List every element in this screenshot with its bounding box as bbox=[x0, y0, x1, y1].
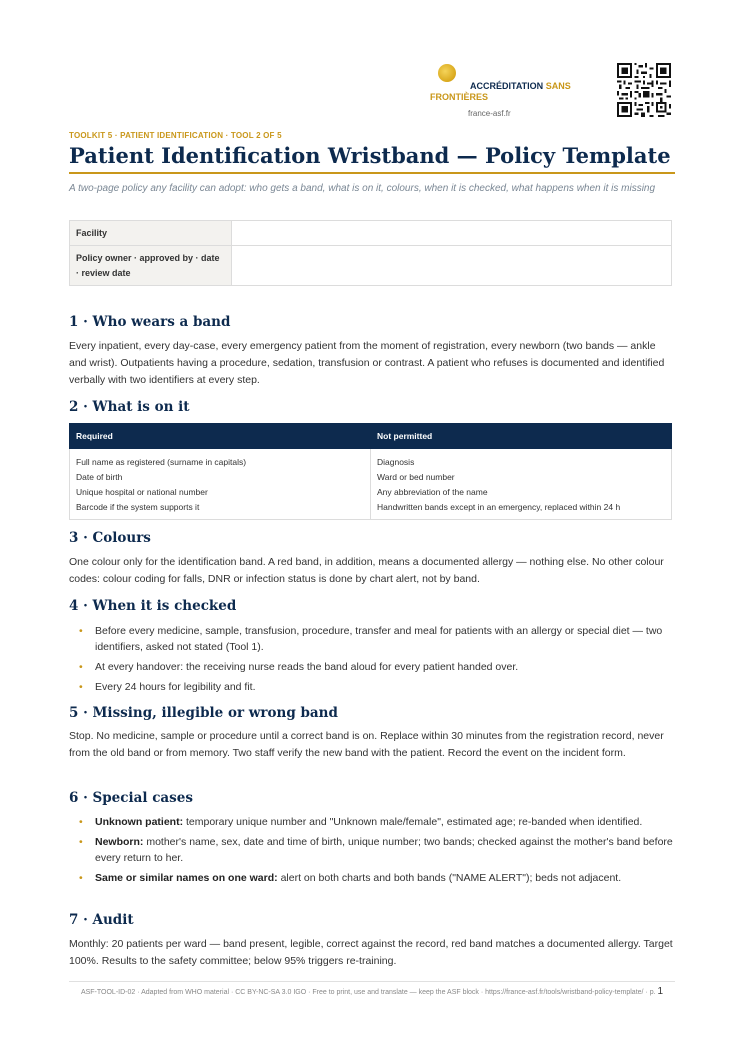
form-field-facility[interactable] bbox=[232, 221, 672, 246]
title-divider bbox=[69, 172, 675, 174]
list-item: • Newborn: mother's name, sex, date and time of birth, unique number; two bands; checked against the mother's band before every return to her. bbox=[69, 834, 675, 866]
section-heading-special-cases: 6 · Special cases bbox=[69, 790, 193, 806]
column-header-not-permitted: Not permitted bbox=[371, 424, 672, 449]
list-item: Barcode if the system supports it bbox=[76, 502, 200, 512]
section-heading-missing-band: 5 · Missing, illegible or wrong band bbox=[69, 705, 338, 721]
section-heading-who-wears: 1 · Who wears a band bbox=[69, 314, 231, 330]
required-list bbox=[70, 449, 371, 520]
section-heading-when-checked: 4 · When it is checked bbox=[69, 598, 237, 614]
form-label-facility: Facility bbox=[70, 221, 232, 246]
section-heading-what-is-on-it: 2 · What is on it bbox=[69, 399, 190, 415]
brand-logo-icon bbox=[438, 64, 456, 82]
page-footer bbox=[69, 985, 675, 1000]
list-item: Any abbreviation of the name bbox=[377, 487, 488, 497]
facility-form-table bbox=[69, 220, 672, 286]
section-heading-colours: 3 · Colours bbox=[69, 530, 151, 546]
toolkit-kicker: TOOLKIT 5 · PATIENT IDENTIFICATION · TOOL 2 OF 5 bbox=[69, 131, 282, 140]
when-checked-list bbox=[69, 623, 675, 699]
section-text-audit: Monthly: 20 patients per ward — band present, legible, correct against the record, red band matches a documented allergy. Target 100%. Results to the safety committee; below 95% triggers re-training. bbox=[69, 938, 673, 967]
column-header-required: Required bbox=[70, 424, 371, 449]
list-item: Unique hospital or national number bbox=[76, 487, 208, 497]
list-item: Diagnosis bbox=[377, 457, 415, 467]
list-item: • Every 24 hours for legibility and fit. bbox=[69, 679, 675, 695]
list-item: • Unknown patient: temporary unique number and "Unknown male/female", estimated age; re-banded when identified. bbox=[69, 814, 675, 830]
list-item: Ward or bed number bbox=[377, 472, 455, 482]
footer-text: ASF-TOOL-ID-02 · Adapted from WHO material · CC BY-NC-SA 3.0 IGO · Free to print, use and translate — keep the ASF block · https://france-asf.fr/tools/wristband-policy-template/ · p. bbox=[80, 989, 656, 996]
section-text-who-wears: Every inpatient, every day-case, every emergency patient from the moment of registration, every newborn (two bands — ankle and wrist). Outpatients having a procedure, sedation, transfusion or contrast. A patient who refuses is documented and identified verbally with two identifiers at every step. bbox=[69, 340, 665, 386]
band-content-header-row bbox=[70, 424, 672, 449]
list-item: Handwritten bands except in an emergency, replaced within 24 h bbox=[377, 502, 621, 512]
special-cases-list bbox=[69, 814, 675, 890]
section-heading-audit: 7 · Audit bbox=[69, 912, 134, 928]
brand-url[interactable]: france-asf.fr bbox=[468, 109, 511, 118]
section-text-colours: One colour only for the identification band. A red band, in addition, means a documented allergy — nothing else. No other colour codes: colour coding for falls, DNR or infection status is done by chart alert, not by band. bbox=[69, 556, 664, 585]
brand-name: ACCRÉDITATION SANS FRONTIÈRES bbox=[430, 81, 571, 102]
qr-code-icon bbox=[617, 63, 671, 117]
section-text-missing-band: Stop. No medicine, sample or procedure until a correct band is on. Replace within 30 minutes from the registration record, never from the old band or from memory. Two staff verify the new band with the patient. Record the event on the incident form. bbox=[69, 730, 664, 759]
band-content-table bbox=[69, 423, 672, 520]
list-item: • At every handover: the receiving nurse reads the band aloud for every patient handed over. bbox=[69, 659, 675, 675]
band-content-row bbox=[70, 449, 672, 520]
footer-divider bbox=[69, 981, 675, 982]
not-permitted-list bbox=[371, 449, 672, 520]
list-item: Full name as registered (surname in capitals) bbox=[76, 457, 247, 467]
form-row-policy-owner bbox=[70, 246, 672, 286]
list-item: • Before every medicine, sample, transfusion, procedure, transfer and meal for patients with an allergy or special diet — two identifiers, asked not stated (Tool 1). bbox=[69, 623, 675, 655]
form-row-facility bbox=[70, 221, 672, 246]
list-item: Date of birth bbox=[76, 472, 123, 482]
page-title: Patient Identification Wristband — Policy Template bbox=[69, 143, 671, 168]
page-subtitle: A two-page policy any facility can adopt: who gets a band, what is on it, colours, when it is checked, what happens when it is missing bbox=[69, 183, 656, 194]
page-number: 1 bbox=[657, 986, 664, 997]
form-label-policy-owner: Policy owner · approved by · date · review date bbox=[70, 246, 232, 286]
form-field-policy-owner[interactable] bbox=[232, 246, 672, 286]
list-item: • Same or similar names on one ward: alert on both charts and both bands ("NAME ALERT"); beds not adjacent. bbox=[69, 870, 675, 886]
